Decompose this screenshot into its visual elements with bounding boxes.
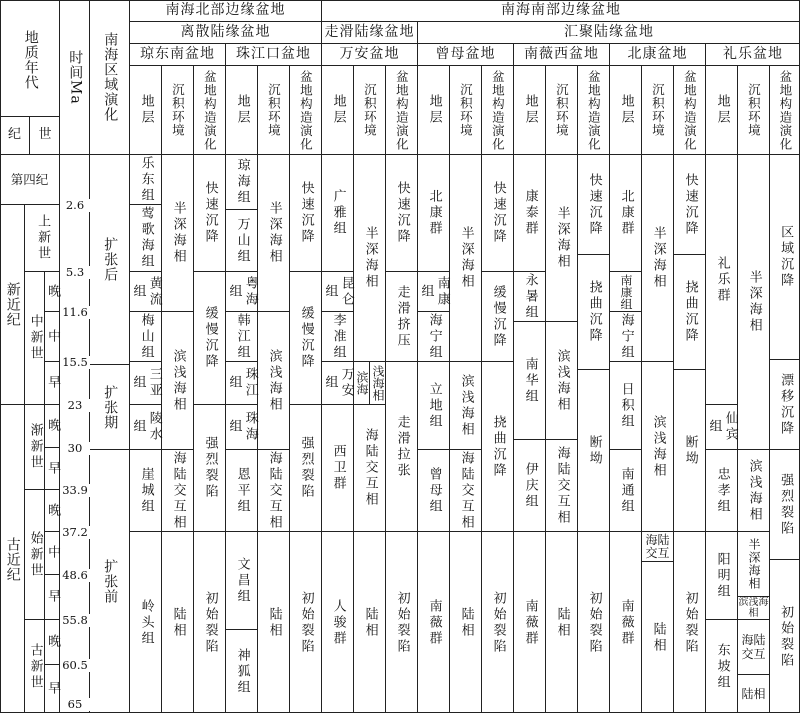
zjk-env-continental: 陆相 (258, 532, 290, 713)
bk-evo-fault-depression: 断坳 (674, 370, 706, 532)
ly-zhongxiao-formation: 忠孝组 (706, 450, 738, 532)
qdn-env-continental: 陆相 (162, 532, 194, 713)
paleocene-early: 早 (45, 665, 60, 713)
south-margin-header: 南海南部边缘盆地 (322, 0, 800, 22)
qdn-lingshui-formation: 陵水组 (130, 405, 162, 450)
qdn-huangliu-formation: 黄流组 (130, 272, 162, 312)
ly-env-neritic-lower: 滨浅海相 (738, 597, 769, 619)
nwx-env-transitional: 海陆交互相 (546, 440, 578, 532)
zjk-env-bathyal: 半深海相 (258, 155, 290, 312)
wa-env-transitional: 海陆交互相 (354, 405, 386, 532)
zm-evo-slow: 缓慢沉降 (482, 272, 514, 362)
paleocene-epoch: 古新世 (25, 620, 45, 713)
zjk-shenhu-formation: 神狐组 (226, 630, 258, 713)
miocene-epoch: 中新世 (25, 272, 45, 405)
tick-55.8: 55.8 (60, 614, 90, 627)
qdn-lingtou-formation: 岭头组 (130, 532, 162, 713)
wa-kunlun-formation: 昆仑组 (322, 272, 354, 312)
zjk-env-transitional: 海陆交互相 (258, 450, 290, 532)
qdn-stratum-header: 地层 (130, 66, 162, 155)
paleogene-period: 古近纪 (0, 405, 25, 713)
nwx-yiqing-formation: 伊庆组 (514, 440, 546, 532)
ly-env-neritic: 滨浅海相 (738, 450, 770, 532)
basin-zhujiangkou: 珠江口盆地 (226, 44, 322, 66)
bk-nantong-formation: 南通组 (610, 450, 642, 532)
zm-evo-initial-rift: 初始裂陷 (482, 532, 514, 713)
eocene-early: 早 (45, 575, 60, 620)
nwx-evo-flexural: 挠曲沉降 (578, 255, 610, 370)
convergent-margin-header: 汇聚陆缘盆地 (418, 22, 800, 44)
eocene-middle: 中 (45, 532, 60, 575)
ly-yangming-formation: 阳明组 (706, 532, 738, 620)
zjk-wenchang-formation: 文昌组 (226, 532, 258, 630)
wa-evo-header: 盆地构造演化 (386, 66, 418, 155)
zm-env-continental: 陆相 (450, 532, 482, 713)
tick-37.2: 37.2 (60, 526, 90, 539)
bk-stratum-header: 地层 (610, 66, 642, 155)
tick-30: 30 (60, 442, 90, 455)
zm-zengmu-formation: 曾母组 (418, 450, 450, 532)
nwx-nanhua-formation: 南华组 (514, 322, 546, 440)
tick-65: 65 (60, 698, 90, 711)
wa-wanan-formation: 万安组 (322, 362, 354, 405)
basin-nanweixi: 南薇西盆地 (514, 44, 610, 66)
zjk-qionghai-formation: 琼海组 (226, 155, 258, 210)
north-margin-header: 南海北部边缘盆地 (130, 0, 322, 22)
bk-haining-formation: 海宁组 (610, 312, 642, 362)
nwx-env-bathyal: 半深海相 (546, 155, 578, 322)
rifted-margin-header: 离散陆缘盆地 (130, 22, 322, 44)
ly-env-continental: 陆相 (738, 675, 770, 713)
bk-evo-header: 盆地构造演化 (674, 66, 706, 155)
syn-rift-stage: 扩张期 (90, 365, 130, 450)
pre-rift-stage: 扩张前 (90, 450, 130, 713)
ly-evo-regional: 区域沉降 (770, 155, 800, 360)
epoch-label: 世 (38, 127, 52, 143)
zjk-evo-slow: 缓慢沉降 (290, 272, 322, 405)
zjk-hanjiang-formation: 韩江组 (226, 312, 258, 362)
zjk-zhuhai-formation: 珠海组 (226, 405, 258, 450)
qdn-evo-strong-rift: 强烈裂陷 (194, 405, 226, 532)
qdn-yinggehai-formation: 莺歌海组 (130, 205, 162, 272)
ly-evo-drift: 漂移沉降 (770, 360, 800, 450)
basin-zengmu: 曾母盆地 (418, 44, 514, 66)
post-rift-stage: 扩张后 (90, 155, 130, 365)
paleocene-late: 晚 (45, 620, 60, 665)
oligocene-epoch: 渐新世 (25, 405, 45, 490)
nwx-kangtai-group: 康泰群 (514, 155, 546, 272)
time-ma-label: 时间Ma (60, 0, 90, 155)
qdn-env-transitional: 海陆交互相 (162, 450, 194, 532)
nwx-evo-fault-depression: 断坳 (578, 370, 610, 532)
qdn-env-bathyal: 半深海相 (162, 155, 194, 312)
basin-liyue: 礼乐盆地 (706, 44, 800, 66)
zjk-evo-header: 盆地构造演化 (290, 66, 322, 155)
wa-guangya-formation: 广雅组 (322, 155, 354, 272)
regional-evolution-label: 南海区域演化 (90, 0, 130, 155)
zm-beikang-group: 北康群 (418, 155, 450, 272)
wa-env-continental: 陆相 (354, 532, 386, 713)
ly-evo-initial-rift: 初始裂陷 (778, 604, 794, 669)
bk-riji-formation: 日积组 (610, 362, 642, 450)
tick-33.9: 33.9 (60, 484, 90, 497)
qdn-evo-slow: 缓慢沉降 (194, 272, 226, 405)
wa-stratum-header: 地层 (322, 66, 354, 155)
zm-env-neritic: 滨浅海相 (450, 362, 482, 450)
nwx-evo-rapid: 快速沉降 (578, 155, 610, 255)
tick-15.5: 15.5 (60, 356, 90, 369)
tick-5.3: 5.3 (60, 266, 90, 279)
pliocene-epoch: 上新世 (25, 205, 60, 272)
qdn-ledong-formation: 乐东组 (130, 155, 162, 205)
nwx-env-neritic: 滨浅海相 (546, 322, 578, 440)
zm-nankang-formation: 南康组 (418, 272, 450, 312)
ly-xianbin-formation: 仙宾组 (706, 405, 738, 450)
eocene-late: 晚 (45, 490, 60, 532)
miocene-early: 早 (45, 362, 60, 405)
zjk-yuehai-formation: 粤海组 (226, 272, 258, 312)
zm-evo-flexural: 挠曲沉降 (482, 362, 514, 532)
qdn-yacheng-formation: 崖城组 (130, 450, 162, 532)
bk-env-transitional: 海陆交互 (642, 532, 674, 562)
neogene-period: 新近纪 (0, 205, 25, 405)
ly-stratum-header: 地层 (706, 66, 738, 155)
ly-env-header: 沉积环境 (738, 66, 770, 155)
ly-liyue-group: 礼乐群 (706, 155, 738, 405)
ly-evo-strong-rift: 强烈裂陷 (770, 450, 800, 560)
zjk-evo-strong-rift: 强烈裂陷 (290, 405, 322, 532)
tick-23: 23 (60, 399, 90, 412)
wa-evo-strike-slip-compression: 走滑挤压 (386, 272, 418, 362)
era-epoch-divider (0, 116, 60, 117)
zm-stratum-header: 地层 (418, 66, 450, 155)
oligocene-early: 早 (45, 448, 60, 490)
zjk-enping-formation: 恩平组 (226, 450, 258, 532)
tick-48.6: 48.6 (60, 569, 90, 582)
eocene-epoch: 始新世 (25, 490, 45, 620)
ly-evo-header: 盆地构造演化 (770, 66, 800, 155)
zm-env-bathyal: 半深海相 (450, 155, 482, 362)
zm-env-header: 沉积环境 (450, 66, 482, 155)
wa-xiwei-group: 西卫群 (322, 405, 354, 532)
ly-dongpo-formation: 东坡组 (706, 620, 738, 713)
basin-qiongdongnan: 琼东南盆地 (130, 44, 226, 66)
tick-2.6: 2.6 (60, 199, 90, 212)
bk-evo-rapid: 快速沉降 (674, 155, 706, 255)
wa-evo-initial-rift: 初始裂陷 (386, 532, 418, 713)
zjk-env-header: 沉积环境 (258, 66, 290, 155)
wa-evo-rapid: 快速沉降 (386, 155, 418, 272)
wa-lizhun-formation: 李准组 (322, 312, 354, 362)
bk-env-header: 沉积环境 (642, 66, 674, 155)
qdn-evo-rapid: 快速沉降 (194, 155, 226, 272)
bk-beikang-group: 北康群 (610, 155, 642, 272)
ly-env-bathyal-lower: 半深海相 (738, 532, 770, 597)
nwx-env-header: 沉积环境 (546, 66, 578, 155)
wa-env-littoral: 滨海 (354, 362, 370, 405)
bk-evo-flexural: 挠曲沉降 (674, 255, 706, 370)
wa-renjun-group: 人骏群 (322, 532, 354, 713)
nwx-evo-initial-rift: 初始裂陷 (578, 532, 610, 713)
bk-env-continental: 陆相 (642, 562, 674, 713)
basin-wanan: 万安盆地 (322, 44, 418, 66)
basin-beikang: 北康盆地 (610, 44, 706, 66)
zm-evo-header: 盆地构造演化 (482, 66, 514, 155)
oligocene-late: 晚 (45, 405, 60, 448)
zjk-wanshan-formation: 万山组 (226, 210, 258, 272)
qdn-sanya-formation: 三亚组 (130, 362, 162, 405)
zm-evo-rapid: 快速沉降 (482, 155, 514, 272)
zm-nanwei-group: 南薇群 (418, 532, 450, 713)
zjk-env-neritic: 滨浅海相 (258, 312, 290, 450)
nwx-nanwei-group: 南薇群 (514, 532, 546, 713)
time-scale-column (60, 155, 90, 713)
bk-env-neritic: 滨浅海相 (642, 362, 674, 532)
zjk-stratum-header: 地层 (226, 66, 258, 155)
tick-60.5: 60.5 (60, 659, 90, 672)
wa-env-header: 沉积环境 (354, 66, 386, 155)
tick-11.6: 11.6 (60, 306, 90, 319)
qdn-evo-header: 盆地构造演化 (194, 66, 226, 155)
wa-env-shallow-marine: 浅海相 (370, 362, 386, 405)
nwx-yongshu-formation: 永暑组 (514, 272, 546, 322)
ly-env-transitional: 海陆交互 (738, 620, 770, 675)
zm-lidi-formation: 立地组 (418, 362, 450, 450)
bk-nankang-formation: 南康组 (610, 272, 642, 312)
era-label: 纪 (0, 116, 30, 155)
qdn-env-header: 沉积环境 (162, 66, 194, 155)
zjk-evo-rapid: 快速沉降 (290, 155, 322, 272)
bk-env-bathyal: 半深海相 (642, 155, 674, 362)
zm-haining-formation: 海宁组 (418, 312, 450, 362)
wa-env-bathyal: 半深海相 (354, 155, 386, 362)
strike-slip-margin-header: 走滑陆缘盆地 (322, 22, 418, 44)
nwx-evo-header: 盆地构造演化 (578, 66, 610, 155)
zjk-evo-initial-rift: 初始裂陷 (290, 532, 322, 713)
zjk-zhujiang-formation: 珠江组 (226, 362, 258, 405)
qdn-env-neritic: 滨浅海相 (162, 312, 194, 450)
geologic-age-label: 地质年代 (22, 30, 39, 90)
wa-evo-strike-slip-extension: 走滑拉张 (386, 362, 418, 532)
miocene-late: 晚 (45, 272, 60, 312)
nwx-env-continental: 陆相 (546, 532, 578, 713)
bk-nanwei-group: 南薇群 (610, 532, 642, 713)
qdn-evo-initial-rift: 初始裂陷 (194, 532, 226, 713)
bk-evo-initial-rift: 初始裂陷 (674, 532, 706, 713)
zm-env-transitional: 海陆交互相 (450, 450, 482, 532)
ly-env-bathyal: 半深海相 (738, 155, 770, 450)
nwx-stratum-header: 地层 (514, 66, 546, 155)
quaternary-period: 第四纪 (0, 155, 60, 205)
miocene-middle: 中 (45, 312, 60, 362)
qdn-meishan-formation: 梅山组 (130, 312, 162, 362)
